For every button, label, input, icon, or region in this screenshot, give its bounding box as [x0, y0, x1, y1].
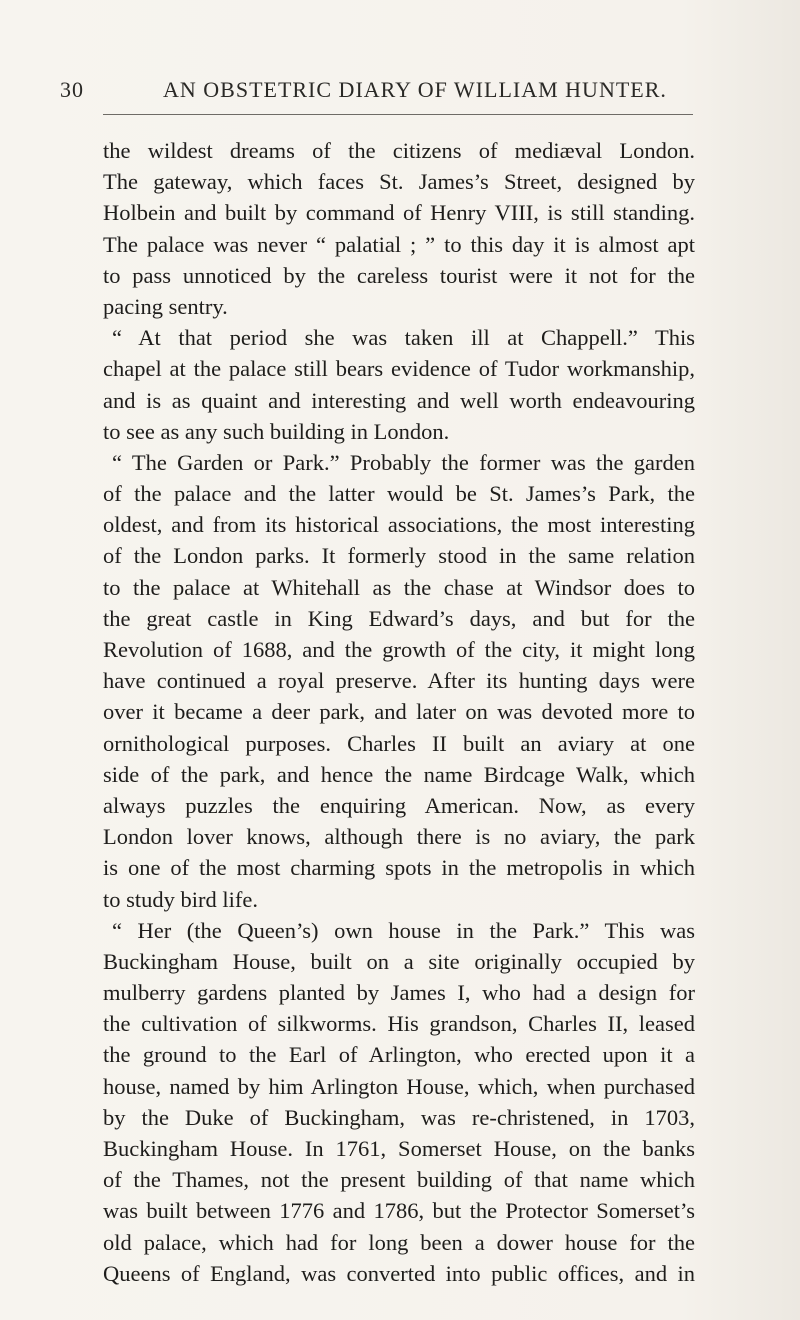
text-line: Queens of England, was converted into public offices, and in: [103, 1260, 695, 1286]
text-line: of the palace and the latter would be St. James’s Park, the: [103, 481, 695, 507]
text-line: Buckingham House, built on a site originally occupied by: [103, 948, 695, 974]
text-line: “ The Garden or Park.” Probably the former was the garden: [112, 449, 695, 475]
text-line: to the palace at Whitehall as the chase at Windsor does to: [103, 574, 695, 600]
body-text: [103, 135, 695, 1289]
text-line: always puzzles the enquiring American. Now, as every: [103, 792, 695, 818]
text-line: to pass unnoticed by the careless tourist were it not for the: [103, 262, 695, 288]
text-line: house, named by him Arlington House, which, when purchased: [103, 1073, 695, 1099]
text-line: to study bird life.: [103, 886, 258, 912]
text-line: Buckingham House. In 1761, Somerset House, on the banks: [103, 1136, 695, 1161]
text-line: Holbein and built by command of Henry VIII, is still standing.: [103, 200, 695, 226]
text-line: is one of the most charming spots in the metropolis in which: [103, 855, 695, 881]
text-line: The palace was never “ palatial ; ” to this day it is almost apt: [103, 231, 695, 257]
text-line: “ Her (the Queen’s) own house in the Park.” This was: [112, 917, 695, 943]
text-line: to see as any such building in London.: [103, 418, 450, 444]
text-line: pacing sentry.: [103, 293, 228, 319]
text-line: was built between 1776 and 1786, but the Protector Somerset’s: [103, 1198, 695, 1224]
text-line: The gateway, which faces St. James’s Street, designed by: [103, 169, 695, 195]
text-line: and is as quaint and interesting and well worth endeavouring: [103, 387, 695, 413]
text-line: old palace, which had for long been a dower house for the: [103, 1229, 695, 1255]
text-line: of the London parks. It formerly stood in the same relation: [103, 543, 695, 569]
text-line: chapel at the palace still bears evidence of Tudor workmanship,: [103, 356, 695, 382]
text-line: by the Duke of Buckingham, was re-christened, in 1703,: [103, 1104, 695, 1130]
page-number: 30: [60, 77, 84, 102]
text-line: oldest, and from its historical associations, the most interesting: [103, 512, 695, 538]
text-line: ornithological purposes. Charles II built an aviary at one: [103, 730, 695, 756]
text-line: side of the park, and hence the name Birdcage Walk, which: [103, 761, 695, 787]
text-line: mulberry gardens planted by James I, who had a design for: [103, 980, 695, 1006]
text-line: over it became a deer park, and later on was devoted more to: [103, 699, 695, 725]
text-line: of the Thames, not the present building of that name which: [103, 1167, 695, 1193]
text-line: the great castle in King Edward’s days, and but for the: [103, 605, 695, 631]
page-header: [60, 77, 730, 107]
text-line: “ At that period she was taken ill at Chappell.” This: [112, 325, 695, 351]
text-line: the cultivation of silkworms. His grandson, Charles II, leased: [103, 1011, 695, 1037]
text-line: the ground to the Earl of Arlington, who erected upon it a: [103, 1042, 695, 1068]
text-line: the wildest dreams of the citizens of mediæval London.: [103, 138, 695, 163]
text-line: Revolution of 1688, and the growth of the city, it might long: [103, 637, 695, 662]
text-line: have continued a royal preserve. After its hunting days were: [103, 668, 695, 694]
running-title: AN OBSTETRIC DIARY OF WILLIAM HUNTER.: [163, 77, 667, 102]
header-rule: [103, 114, 693, 115]
text-line: London lover knows, although there is no aviary, the park: [103, 824, 695, 850]
